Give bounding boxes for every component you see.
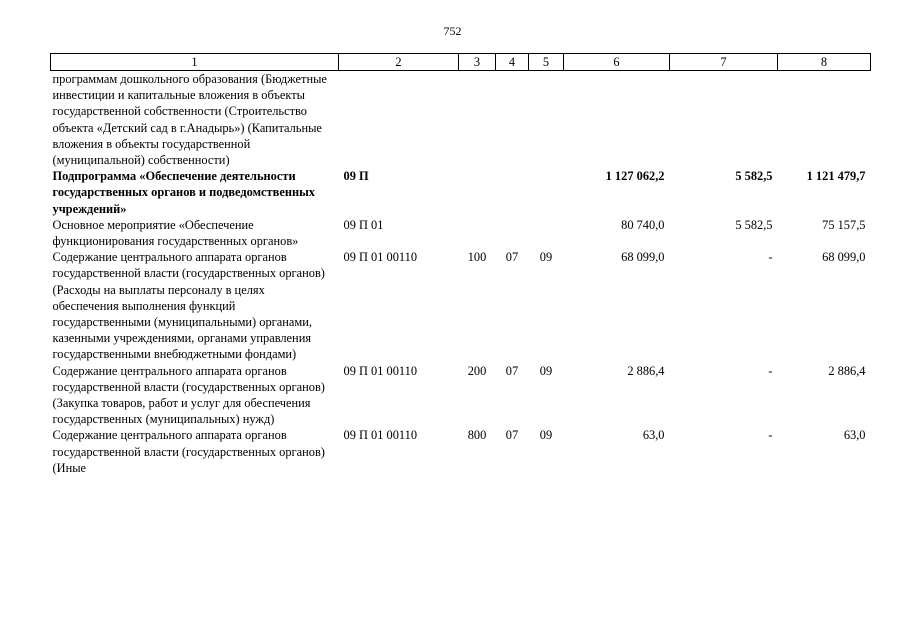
row-name: Содержание центрального аппарата органов государственной власти (государственных органов) (Расходы на выплаты персоналу в целях обеспечения выполнения функций государственными (муниципальными) органами, казенными учреждениями, органами управления государственными внебюджетными фондами) xyxy=(52,250,325,362)
table-row xyxy=(51,363,871,428)
row-col8: 68 099,0 xyxy=(822,250,866,265)
row-col8: 75 157,5 xyxy=(822,217,866,232)
table-row xyxy=(51,427,871,476)
row-subsection xyxy=(529,71,564,169)
table-body xyxy=(51,71,871,477)
row-total: 1 127 062,2 xyxy=(605,169,665,184)
row-col8: 1 121 479,7 xyxy=(806,169,866,184)
row-code: 09 П 01 00110 xyxy=(343,428,418,443)
row-col7: 5 582,5 xyxy=(735,217,773,232)
row-expense-type: 800 xyxy=(467,428,487,443)
row-col7: - xyxy=(768,250,773,265)
row-section xyxy=(496,71,529,169)
table-row xyxy=(51,168,871,217)
row-total: 2 886,4 xyxy=(627,363,665,378)
row-col8: 2 886,4 xyxy=(828,363,866,378)
column-header-5: 5 xyxy=(529,54,564,71)
row-expense-type: 200 xyxy=(467,363,487,378)
budget-table xyxy=(50,53,871,476)
column-header-2: 2 xyxy=(339,54,459,71)
column-header-3: 3 xyxy=(459,54,496,71)
row-code: 09 П 01 00110 xyxy=(343,250,418,265)
row-name: программам дошкольного образования (Бюджетные инвестиции и капитальные вложения в объекты государственной собственности (Строительство объекта «Детский сад в г.Анадырь») (Капитальные вложения в объекты государственной (муниципальной) собственности) xyxy=(52,72,327,168)
row-code: 09 П xyxy=(343,169,369,184)
row-expense-type: 100 xyxy=(467,250,487,265)
row-section: 07 xyxy=(505,363,519,378)
row-col8 xyxy=(778,71,871,169)
row-name: Содержание центрального аппарата органов государственной власти (государственных органов) (Закупка товаров, работ и услуг для обеспечения государственных (муниципальных) нужд) xyxy=(52,363,325,427)
row-name: Содержание центрального аппарата органов государственной власти (государственных органов) (Иные xyxy=(52,428,325,475)
row-total: 63,0 xyxy=(642,428,665,443)
column-header-8: 8 xyxy=(778,54,871,71)
row-subsection xyxy=(529,168,564,217)
row-section xyxy=(496,168,529,217)
row-subsection: 09 xyxy=(539,363,553,378)
row-section xyxy=(496,217,529,249)
row-subsection xyxy=(529,217,564,249)
row-expense-type xyxy=(459,217,496,249)
row-section: 07 xyxy=(505,428,519,443)
row-section: 07 xyxy=(505,250,519,265)
row-subsection: 09 xyxy=(539,428,553,443)
row-expense-type xyxy=(459,168,496,217)
row-col8: 63,0 xyxy=(843,428,866,443)
row-name: Подпрограмма «Обеспечение деятельности государственных органов и подведомственных учреждений» xyxy=(52,169,315,216)
row-total xyxy=(564,71,670,169)
row-total: 68 099,0 xyxy=(621,250,665,265)
row-total: 80 740,0 xyxy=(621,217,665,232)
column-header-1: 1 xyxy=(51,54,339,71)
row-code: 09 П 01 00110 xyxy=(343,363,418,378)
column-header-7: 7 xyxy=(670,54,778,71)
row-code xyxy=(339,71,459,169)
row-subsection: 09 xyxy=(539,250,553,265)
column-header-row xyxy=(51,54,871,71)
table-row xyxy=(51,249,871,362)
table-row xyxy=(51,217,871,249)
column-header-6: 6 xyxy=(564,54,670,71)
row-col7: - xyxy=(768,363,773,378)
column-header-4: 4 xyxy=(496,54,529,71)
row-code: 09 П 01 xyxy=(343,217,384,232)
row-col7 xyxy=(670,71,778,169)
row-expense-type xyxy=(459,71,496,169)
row-col7: 5 582,5 xyxy=(735,169,773,184)
table-row xyxy=(51,71,871,169)
row-name: Основное мероприятие «Обеспечение функционирования государственных органов» xyxy=(52,217,299,249)
row-col7: - xyxy=(768,428,773,443)
page-number: 752 xyxy=(443,24,462,38)
